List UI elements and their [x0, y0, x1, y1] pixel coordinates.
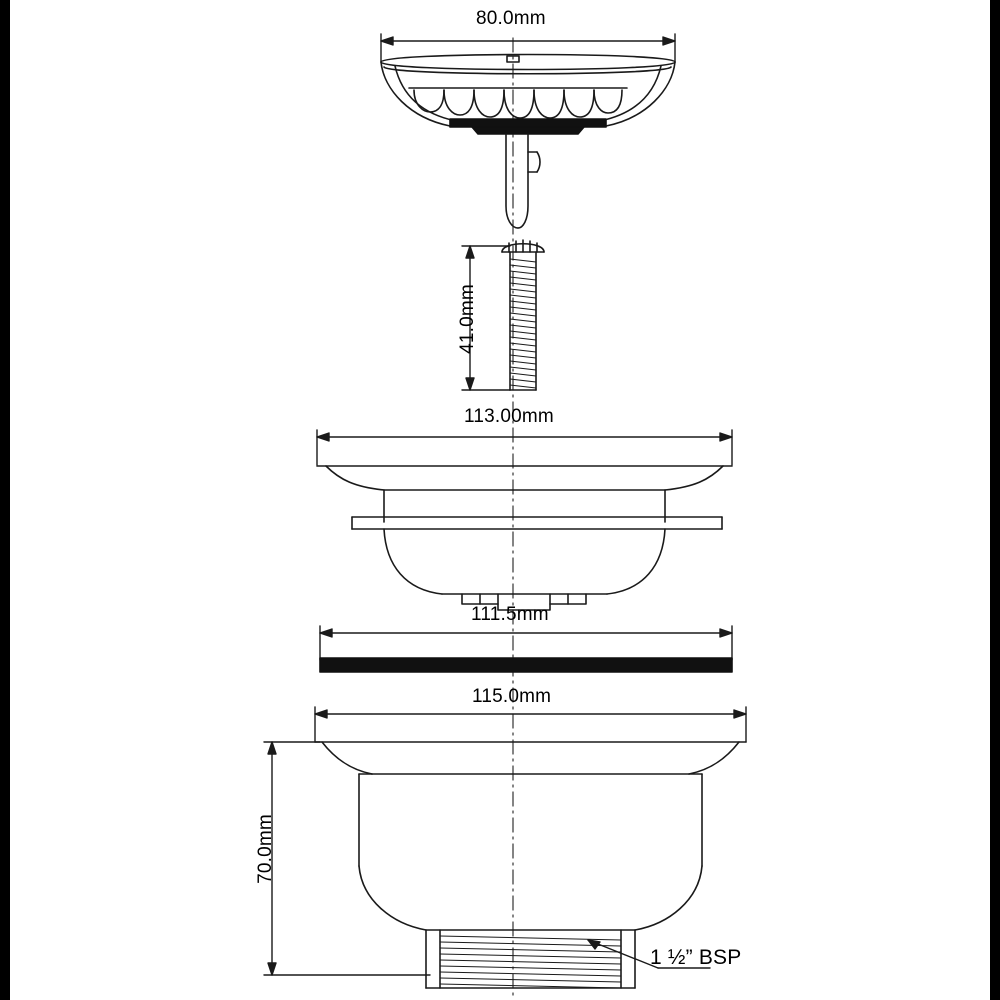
fixing-bolt-part — [502, 240, 544, 390]
dimension-label-41mm: 41.0mm — [457, 284, 478, 354]
sealing-gasket-part — [320, 658, 732, 672]
dimension-label-113mm: 113.00mm — [464, 406, 554, 427]
dimension-line-113mm — [317, 430, 732, 465]
dimension-line-80mm — [381, 34, 675, 62]
dimension-line-70mm — [264, 742, 430, 975]
dimension-line-111-5mm — [320, 626, 732, 660]
waste-flange-body-part — [315, 742, 746, 930]
strainer-basket-part — [381, 55, 675, 135]
strainer-body-part — [317, 466, 732, 610]
dimension-label-70mm: 70.0mm — [255, 814, 276, 884]
dimension-label-111-5mm: 111.5mm — [471, 604, 549, 625]
technical-drawing-svg — [10, 0, 990, 1000]
drawing-sheet — [10, 0, 990, 1000]
dimension-line-115mm — [315, 707, 746, 742]
dimension-label-80mm: 80.0mm — [476, 8, 546, 29]
dimension-label-115mm: 115.0mm — [472, 686, 552, 707]
bsp-threaded-outlet-part — [426, 930, 635, 988]
callout-label-bsp-thread: 1 ½” BSP — [650, 946, 742, 969]
basket-stem-part — [506, 134, 540, 228]
